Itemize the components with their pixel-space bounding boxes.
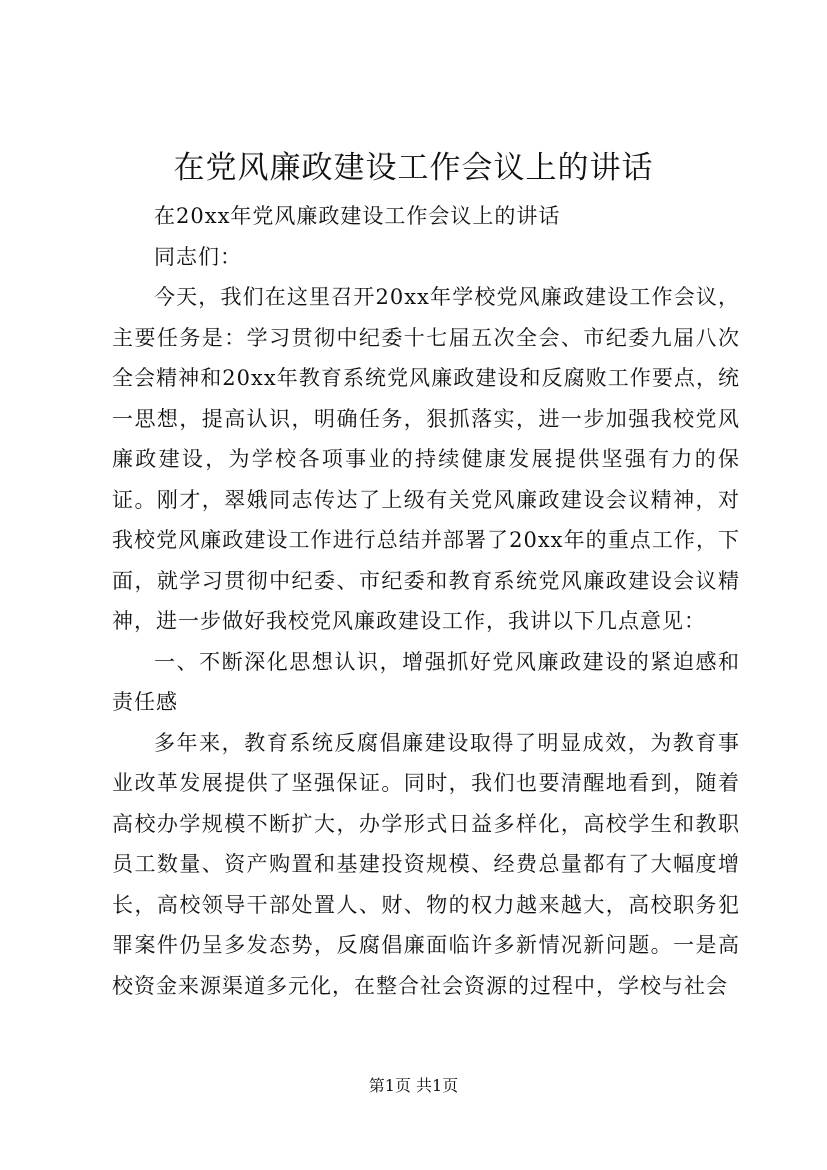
page-footer: 第1页 共1页 [368,1076,459,1095]
body-paragraph: 今天，我们在这里召开20xx年学校党风廉政建设工作会议，主要任务是：学习贯彻中纪委十七届五次全会、市纪委九届八次全会精神和20xx年教育系统党风廉政建设和反腐败工作要点，统一思想，提高认识，明确任务，狠抓落实，进一步加强我校党风廉政建设，为学校各项事业的持续健康发展提供坚强有力的保证。刚才，翠娥同志传达了上级有关党风廉政建设会议精神，对我校党风廉政建设工作进行总结并部署了20xx年的重点工作，下面，就学习贯彻中纪委、市纪委和教育系统党风廉政建设会议精神，进一步做好我校党风廉政建设工作，我讲以下几点意见： [112,285,740,633]
salutation-paragraph: 同志们： [154,244,242,269]
subtitle-paragraph: 在20xx年党风廉政建设工作会议上的讲话 [154,204,561,228]
document-body [112,196,740,1006]
section-heading: 一、不断深化思想认识，增强抓好党风廉政建设的紧迫感和责任感 [112,649,740,714]
document-title: 在党风廉政建设工作会议上的讲话 [173,150,654,186]
body-paragraph: 多年来，教育系统反腐倡廉建设取得了明显成效，为教育事业改革发展提供了坚强保证。同时，我们也要清醒地看到，随着高校办学规模不断扩大，办学形式日益多样化，高校学生和教职员工数量、资产购置和基建投资规模、经费总量都有了大幅度增长，高校领导干部处置人、财、物的权力越来越大，高校职务犯罪案件仍呈多发态势，反腐倡廉面临许多新情况新问题。一是高校资金来源渠道多元化，在整合社会资源的过程中，学校与社会 [112,730,740,998]
